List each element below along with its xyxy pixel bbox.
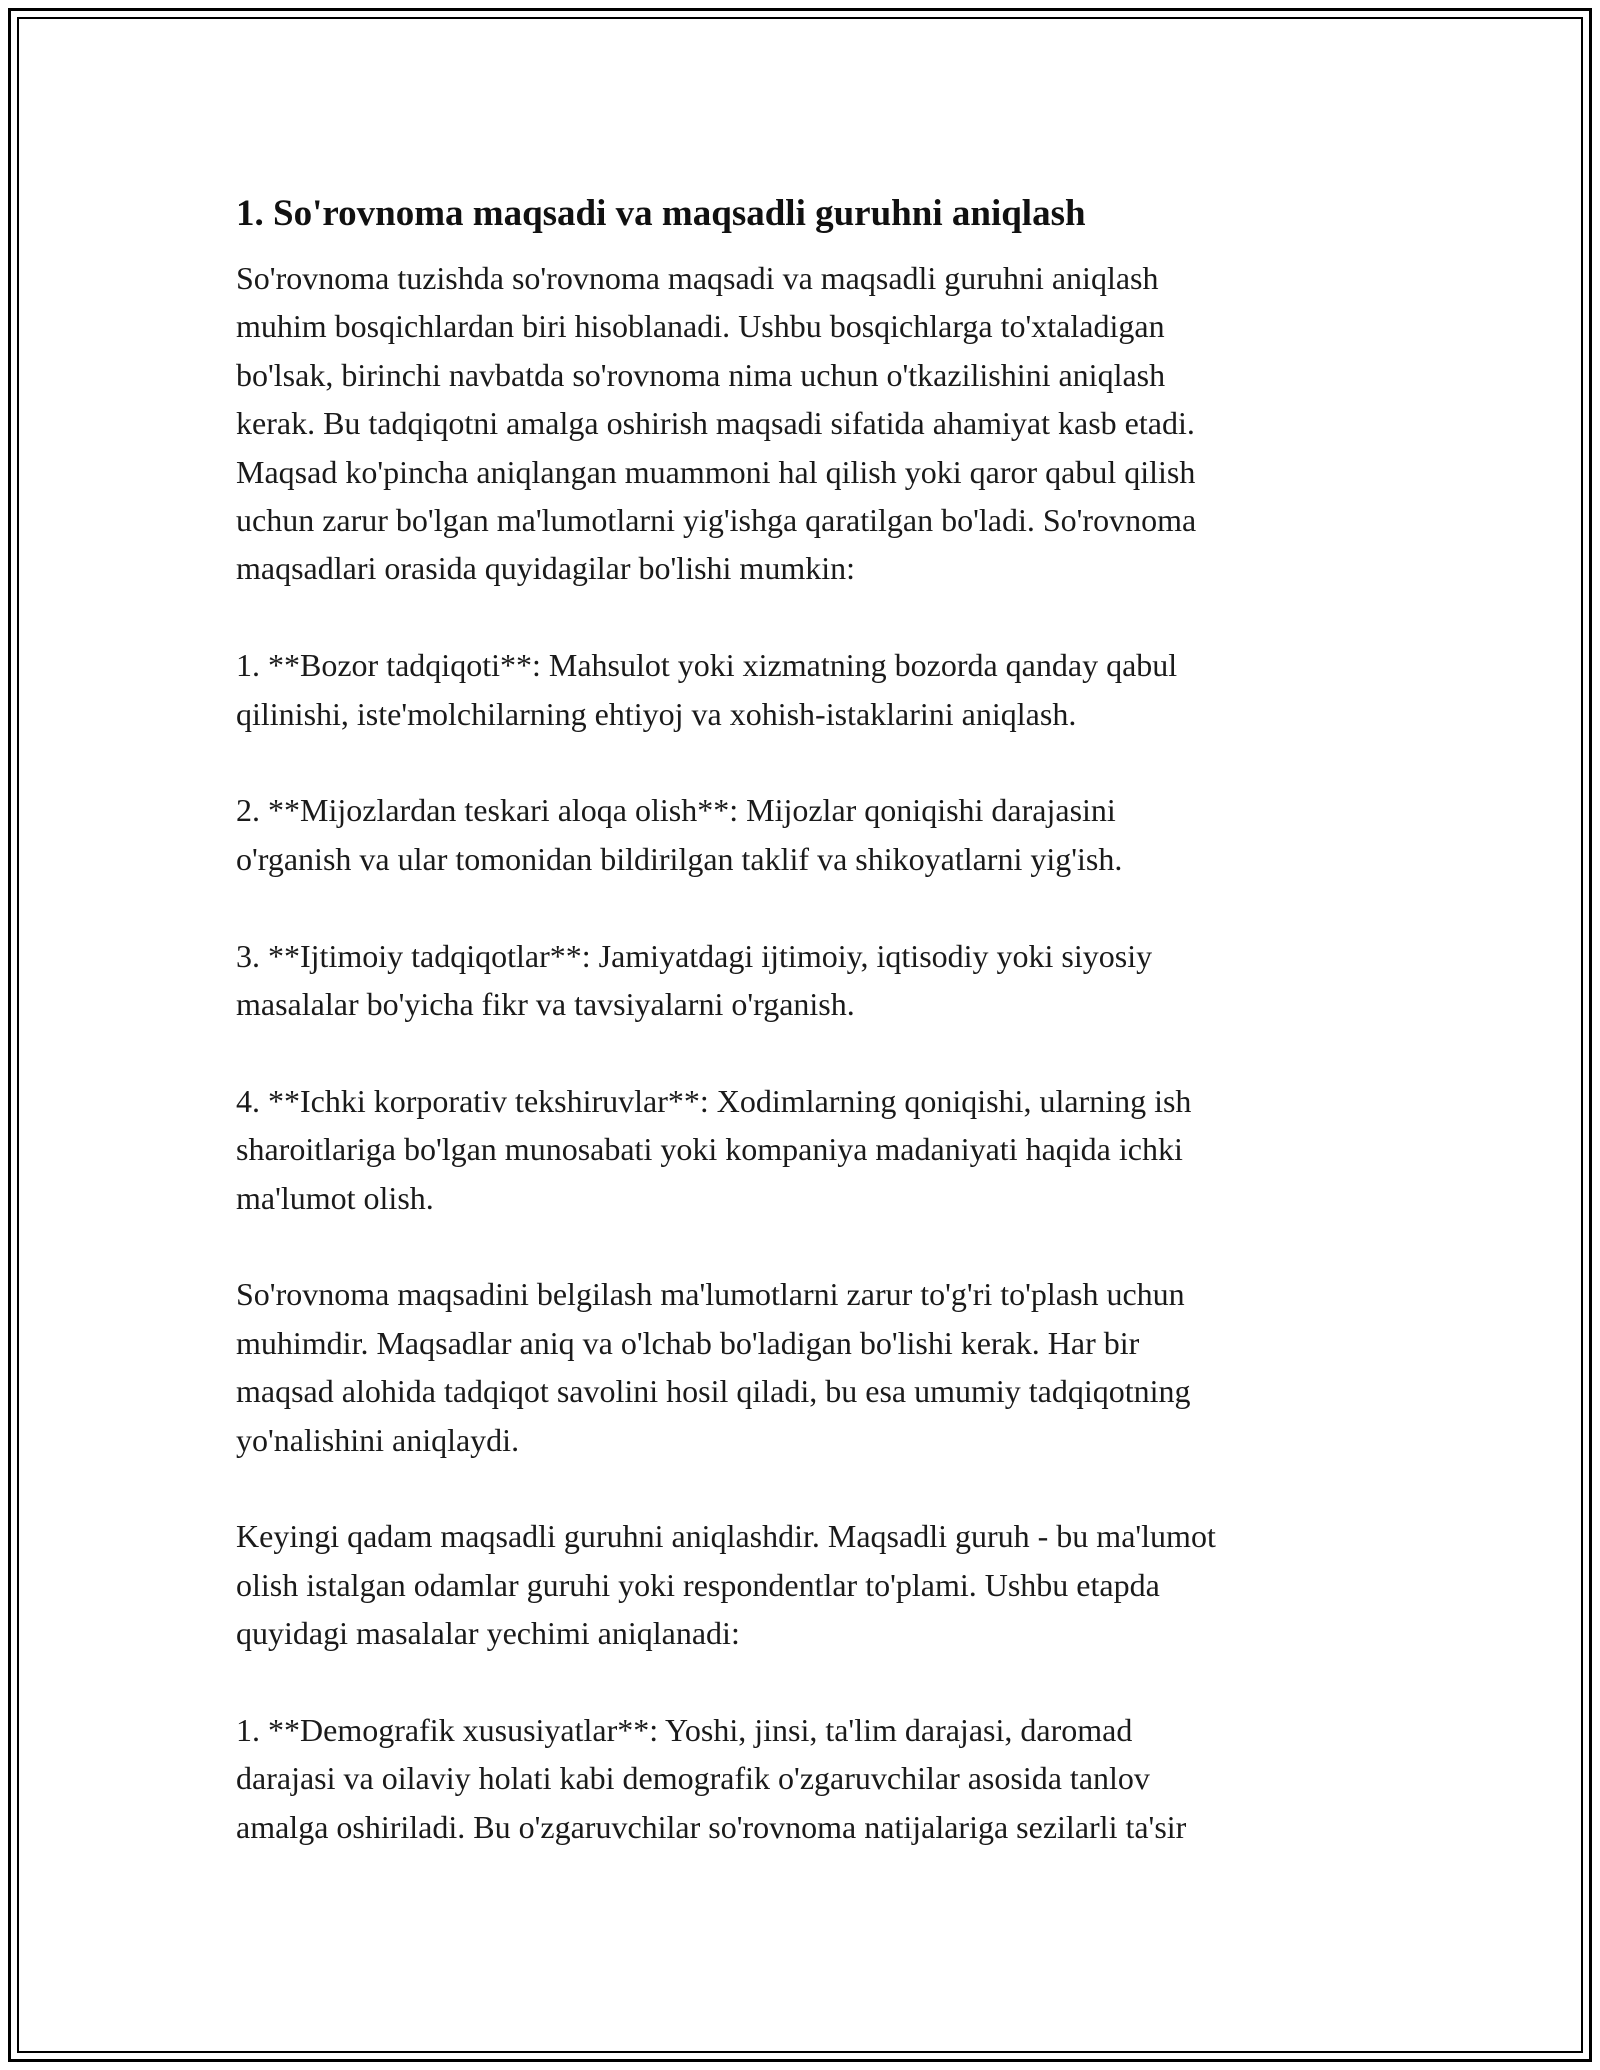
goal-definition-paragraph [236, 1270, 1376, 1464]
text-line: kerak. Bu tadqiqotni amalga oshirish maqsadi sifatida ahamiyat kasb etadi. [236, 405, 1195, 442]
text-line: 2. **Mijozlardan teskari aloqa olish**: Mijozlar qoniqishi darajasini [236, 792, 1116, 829]
text-line: darajasi va oilaviy holati kabi demografik o'zgaruvchilar asosida tanlov [236, 1760, 1150, 1797]
text-line: yo'nalishini aniqlaydi. [236, 1421, 520, 1458]
text-line: masalalar bo'yicha fikr va tavsiyalarni o'rganish. [236, 986, 855, 1023]
text-line: qilinishi, iste'molchilarning ehtiyoj va xohish-istaklarini aniqlash. [236, 695, 1077, 732]
text-line: ma'lumot olish. [236, 1179, 434, 1216]
text-line: sharoitlariga bo'lgan munosabati yoki kompaniya madaniyati haqida ichki [236, 1131, 1183, 1168]
text-line: muhim bosqichlardan biri hisoblanadi. Ushbu bosqichlarga to'xtaladigan [236, 308, 1165, 345]
text-line: So'rovnoma maqsadini belgilash ma'lumotlarni zarur to'g'ri to'plash uchun [236, 1276, 1185, 1313]
text-line: bo'lsak, birinchi navbatda so'rovnoma nima uchun o'tkazilishini aniqlash [236, 356, 1166, 393]
text-line: maqsad alohida tadqiqot savolini hosil qiladi, bu esa umumiy tadqiqotning [236, 1373, 1191, 1410]
intro-paragraph [236, 254, 1376, 593]
list-item-demographics [236, 1706, 1376, 1851]
section-heading: 1. So'rovnoma maqsadi va maqsadli guruhni aniqlash [236, 193, 1086, 234]
text-line: maqsadlari orasida quyidagilar bo'lishi mumkin: [236, 550, 855, 587]
list-item-internal-audits [236, 1077, 1376, 1222]
list-item-market-research [236, 641, 1376, 738]
text-line: Maqsad ko'pincha aniqlangan muammoni hal qilish yoki qaror qabul qilish [236, 453, 1196, 490]
text-line: o'rganish va ular tomonidan bildirilgan taklif va shikoyatlarni yig'ish. [236, 840, 1123, 877]
text-line: amalga oshiriladi. Bu o'zgaruvchilar so'rovnoma natijalariga sezilarli ta'sir [236, 1808, 1187, 1845]
text-line: 1. **Demografik xususiyatlar**: Yoshi, jinsi, ta'lim darajasi, daromad [236, 1712, 1133, 1749]
document-page [236, 188, 1376, 1900]
list-item-social-research [236, 932, 1376, 1029]
list-item-customer-feedback [236, 786, 1376, 883]
target-group-paragraph [236, 1512, 1376, 1657]
text-line: 4. **Ichki korporativ tekshiruvlar**: Xodimlarning qoniqishi, ularning ish [236, 1082, 1192, 1119]
text-line: Keyingi qadam maqsadli guruhni aniqlashdir. Maqsadli guruh - bu ma'lumot [236, 1518, 1216, 1555]
text-line: So'rovnoma tuzishda so'rovnoma maqsadi va maqsadli guruhni aniqlash [236, 260, 1159, 296]
text-line: muhimdir. Maqsadlar aniq va o'lchab bo'ladigan bo'lishi kerak. Har bir [236, 1324, 1140, 1361]
text-line: 3. **Ijtimoiy tadqiqotlar**: Jamiyatdagi ijtimoiy, iqtisodiy yoki siyosiy [236, 937, 1153, 974]
text-line: olish istalgan odamlar guruhi yoki respondentlar to'plami. Ushbu etapda [236, 1566, 1160, 1603]
text-line: uchun zarur bo'lgan ma'lumotlarni yig'ishga qaratilgan bo'ladi. So'rovnoma [236, 502, 1197, 539]
text-line: quyidagi masalalar yechimi aniqlanadi: [236, 1615, 740, 1652]
text-line: 1. **Bozor tadqiqoti**: Mahsulot yoki xizmatning bozorda qanday qabul [236, 647, 1178, 684]
